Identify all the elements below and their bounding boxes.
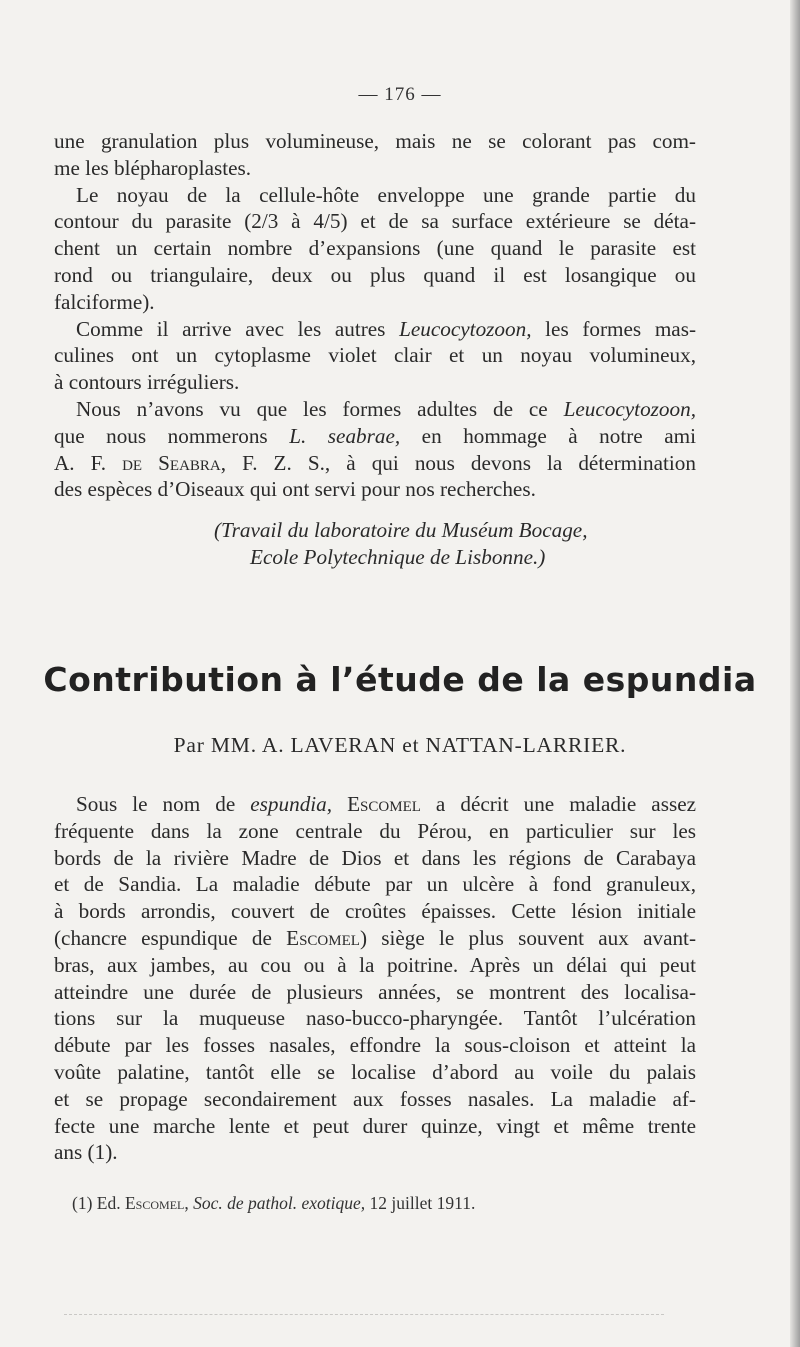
- text-run: Sous le nom de: [76, 792, 251, 816]
- text-line: une granulation plus volumineuse, mais ne se colorant pas com-: [54, 129, 696, 153]
- person-name: Escomel: [286, 925, 360, 950]
- text-line: fréquente dans la zone centrale du Pérou, en particulier sur les: [54, 818, 696, 843]
- text-line: bras, aux jambes, au cou ou à la poitrine. Après un délai qui peut: [54, 952, 696, 977]
- credit-line: (Travail du laboratoire du Muséum Bocage,: [214, 518, 588, 542]
- text-run: [332, 792, 347, 816]
- text-line: me les blépharoplastes.: [54, 155, 252, 180]
- text-line: ans (1).: [54, 1140, 118, 1165]
- text-run: ) siège le plus souvent aux avant-: [359, 925, 697, 950]
- text-line: falciforme).: [54, 289, 155, 314]
- genus-name: Leucocytozoon,: [563, 396, 696, 421]
- lab-credit: [54, 517, 696, 571]
- text-line: et se propage secondairement aux fosses nasales. La maladie af-: [54, 1086, 696, 1111]
- text-line: voûte palatine, tantôt elle se localise d’abord au voile du palais: [54, 1059, 696, 1084]
- text-run: (chancre espundique de: [54, 925, 287, 950]
- text-line: [54, 396, 696, 423]
- text-line: bords de la rivière Madre de Dios et dans les régions de Carabaya: [54, 845, 696, 870]
- text-run: (1) Ed.: [72, 1193, 125, 1213]
- article-authors: Par MM. A. LAVERAN et NATTAN-LARRIER.: [173, 733, 627, 757]
- page-number: — 176 —: [358, 84, 442, 105]
- text-run: , F. Z. S., à qui nous devons la détermination: [220, 450, 696, 475]
- text-run: 12 juillet 1911.: [365, 1193, 476, 1213]
- disease-name: espundia,: [250, 792, 333, 816]
- genus-name: Leucocytozoon,: [399, 316, 532, 341]
- text-run: a décrit une maladie assez: [420, 792, 696, 816]
- text-run: les formes mas-: [531, 316, 696, 341]
- text-run: ,: [184, 1193, 194, 1213]
- text-run: en hommage à notre ami: [400, 423, 696, 448]
- journal-name: Soc. de pathol. exotique,: [193, 1193, 366, 1213]
- text-line: chent un certain nombre d’expansions (une quand le parasite est: [54, 236, 696, 261]
- person-name: Escomel: [347, 792, 421, 816]
- text-line: [54, 791, 696, 818]
- text-run: A. F.: [54, 450, 123, 475]
- text-line: [54, 423, 696, 450]
- person-name: de Seabra: [122, 450, 221, 475]
- text-line: Le noyau de la cellule-hôte enveloppe une grande partie du: [76, 182, 696, 207]
- text-line: et de Sandia. La maladie débute par un ulcère à fond granuleux,: [54, 872, 696, 897]
- text-line: [54, 316, 696, 343]
- text-line: à contours irréguliers.: [54, 370, 240, 395]
- text-line: rond ou triangulaire, deux ou plus quand il est losangique ou: [54, 262, 696, 287]
- page-bottom-rule: [64, 1314, 664, 1315]
- text-line: tions sur la muqueuse naso-bucco-pharyngée. Tantôt l’ulcération: [54, 1006, 696, 1031]
- text-line: contour du parasite (2/3 à 4/5) et de sa surface extérieure se déta-: [54, 209, 696, 234]
- body-text-block: [54, 791, 696, 1166]
- text-run: que nous nommerons: [54, 423, 290, 448]
- person-name: Escomel: [124, 1193, 185, 1213]
- species-name: L. seabrae,: [289, 423, 401, 448]
- article-title: Contribution à l’étude de la espundia: [43, 660, 757, 699]
- credit-line: Ecole Polytechnique de Lisbonne.): [250, 545, 546, 569]
- text-line: à bords arrondis, couvert de croûtes épaisses. Cette lésion initiale: [54, 899, 696, 924]
- footnote: [72, 1193, 475, 1214]
- text-line: [54, 450, 696, 477]
- text-line: atteindre une durée de plusieurs années, se montrent des localisa-: [54, 979, 696, 1004]
- text-line: débute par les fosses nasales, effondre la sous-cloison et atteint la: [54, 1033, 696, 1058]
- text-line: culines ont un cytoplasme violet clair et un noyau volumineux,: [54, 343, 696, 368]
- text-line: fecte une marche lente et peut durer quinze, vingt et même trente: [54, 1113, 696, 1138]
- top-text-block: [54, 128, 696, 503]
- text-run: Nous n’avons vu que les formes adultes de ce: [76, 396, 564, 421]
- text-line: des espèces d’Oiseaux qui ont servi pour nos recherches.: [54, 477, 536, 502]
- text-line: [54, 925, 696, 952]
- text-run: Comme il arrive avec les autres: [76, 316, 400, 341]
